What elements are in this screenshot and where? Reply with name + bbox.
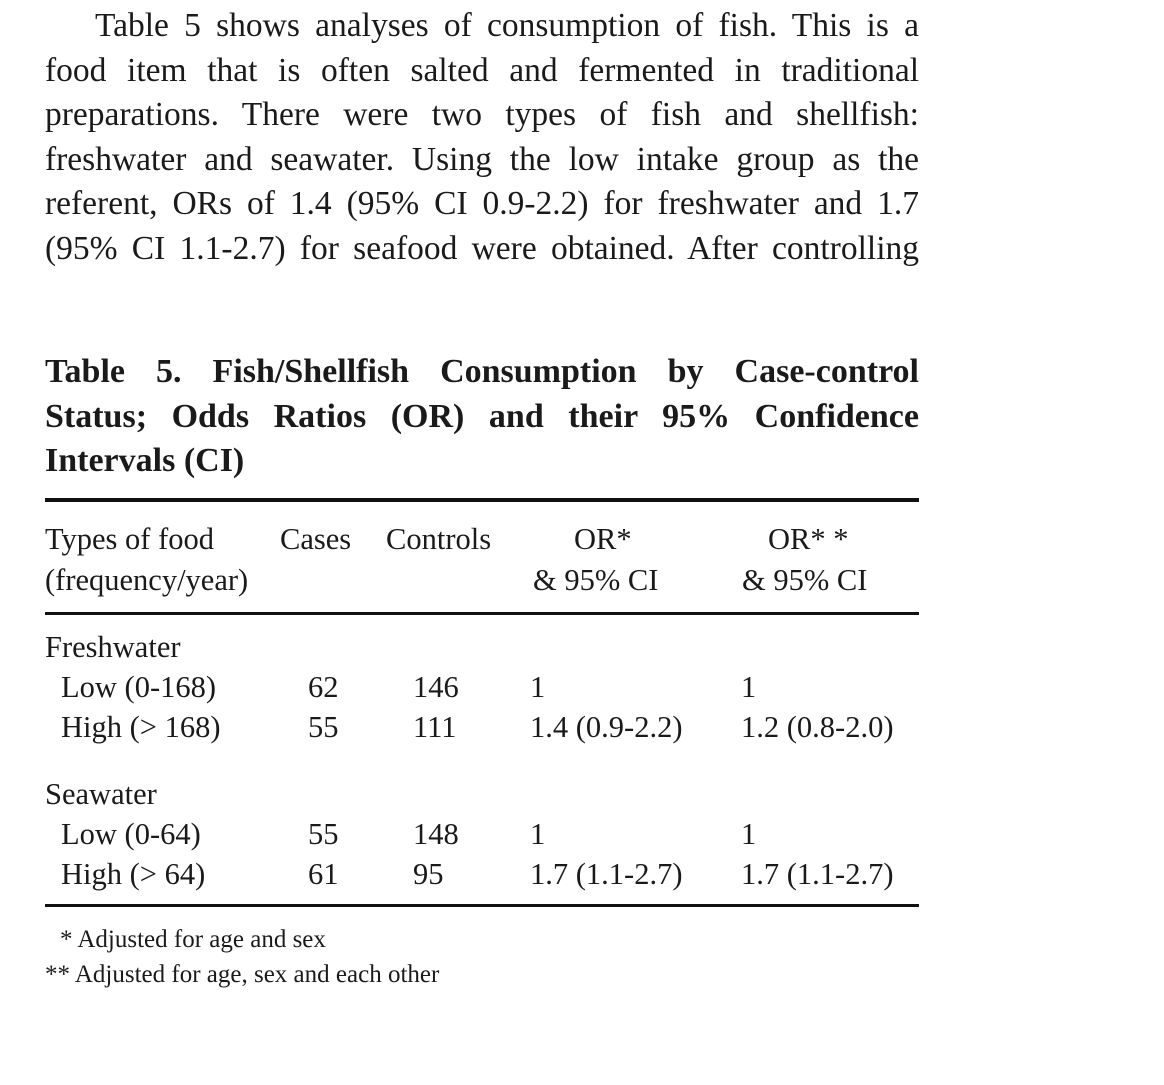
header-or2: OR* * <box>768 522 849 556</box>
row-or1: 1 <box>530 817 546 851</box>
row-label: Low (0-168) <box>61 670 217 704</box>
header-or1-ci: & 95% CI <box>533 563 659 597</box>
group-freshwater: Freshwater <box>45 630 181 664</box>
table-title-line: Intervals (CI) <box>45 442 245 479</box>
header-frequency: (frequency/year) <box>45 563 249 597</box>
header-controls: Controls <box>386 522 492 556</box>
paragraph-line: (95% CI 1.1-2.7) for seafood were obtained. After controlling <box>45 229 919 267</box>
row-or1: 1.7 (1.1-2.7) <box>530 857 683 891</box>
header-types-of-food: Types of food <box>45 522 214 556</box>
row-cases: 55 <box>308 710 339 744</box>
paragraph-line: food item that is often salted and fermented in traditional <box>45 51 919 89</box>
row-controls: 111 <box>413 710 457 744</box>
table-header-rule <box>45 612 919 615</box>
row-or2: 1 <box>741 817 757 851</box>
footnote-single-asterisk: * Adjusted for age and sex <box>60 926 326 953</box>
row-label: Low (0-64) <box>61 817 201 851</box>
group-seawater: Seawater <box>45 777 157 811</box>
paragraph-line: referent, ORs of 1.4 (95% CI 0.9-2.2) for freshwater and 1.7 <box>45 185 919 222</box>
row-or2: 1.7 (1.1-2.7) <box>741 857 894 891</box>
header-or1: OR* <box>574 522 632 556</box>
body-paragraph <box>45 4 919 271</box>
table-title-line: Status; Odds Ratios (OR) and their 95% Confidence <box>45 397 919 435</box>
row-label: High (> 64) <box>61 857 206 891</box>
row-controls: 95 <box>413 857 444 891</box>
header-or2-ci: & 95% CI <box>742 563 868 597</box>
table-top-rule <box>45 498 919 502</box>
row-or1: 1.4 (0.9-2.2) <box>530 710 683 744</box>
row-or1: 1 <box>530 670 546 704</box>
row-or2: 1.2 (0.8-2.0) <box>741 710 894 744</box>
paragraph-line: preparations. There were two types of fish and shellfish: <box>45 96 919 133</box>
row-cases: 55 <box>308 817 339 851</box>
row-cases: 62 <box>308 670 339 704</box>
paragraph-line: freshwater and seawater. Using the low intake group as the <box>45 140 919 178</box>
row-controls: 146 <box>413 670 459 704</box>
row-or2: 1 <box>741 670 757 704</box>
row-cases: 61 <box>308 857 339 891</box>
paragraph-line: Table 5 shows analyses of consumption of fish. This is a <box>95 7 919 44</box>
table-title <box>45 350 919 484</box>
table-bottom-rule <box>45 904 919 907</box>
header-cases: Cases <box>280 522 352 556</box>
table-title-line: Table 5. Fish/Shellfish Consumption by Case-control <box>45 353 919 390</box>
row-controls: 148 <box>413 817 459 851</box>
row-label: High (> 168) <box>61 710 221 744</box>
footnote-double-asterisk: ** Adjusted for age, sex and each other <box>45 961 440 988</box>
